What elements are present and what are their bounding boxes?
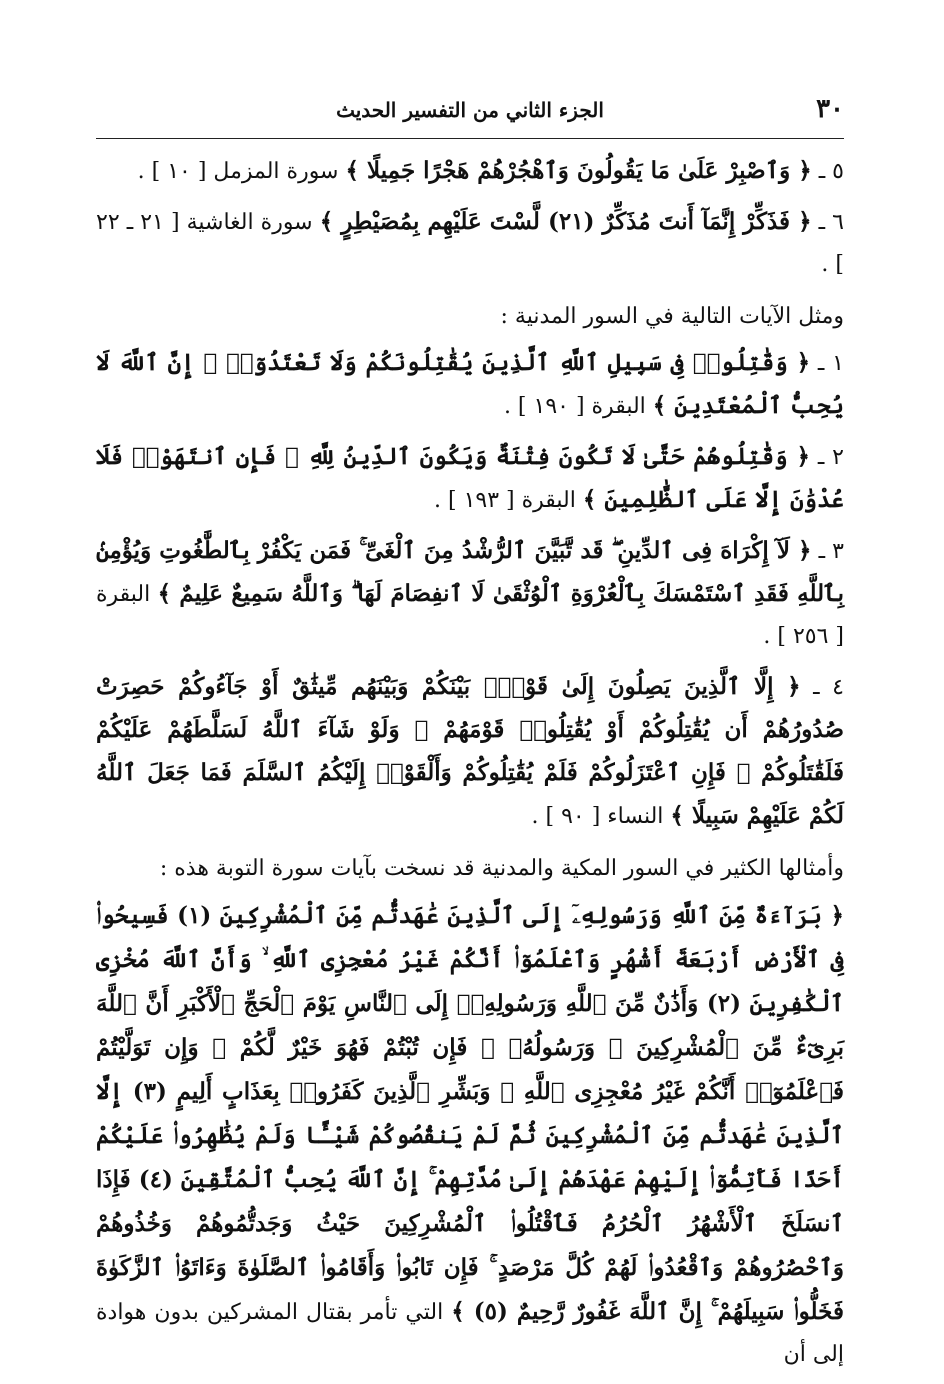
quran-verse: ﴿ إِلَّا ٱلَّذِينَ يَصِلُونَ إِلَىٰ قَوْمٍۭ بَيْنَكُمْ وَبَيْنَهُم مِّيثَٰقٌ أَوْ جَآءُوكُمْ حَصِرَتْ صُدُورُهُمْ أَن يُقَٰتِلُوكُمْ أَوْ يُقَٰتِلُوا۟ قَوْمَهُمْ ۚ وَلَوْ شَآءَ ٱللَّهُ لَسَلَّطَهُمْ عَلَيْكُمْ فَلَقَٰتَلُوكُمْ ۚ فَإِنِ ٱعْتَزَلُوكُمْ فَلَمْ يُقَٰتِلُوكُمْ وَأَلْقَوْا۟ إِلَيْكُمُ ٱلسَّلَمَ فَمَا جَعَلَ ٱللَّهُ لَكُمْ عَلَيْهِمْ سَبِيلًا ﴾ [96, 673, 844, 829]
tawba-intro: وأمثالها الكثير في السور المكية والمدنية قد نسخت بآيات سورة التوبة هذه : [159, 856, 844, 881]
quran-verse: ﴿ بَرَآءَةٌ مِّنَ ٱللَّهِ وَرَسُولِهِۦٓ إِلَى ٱلَّذِينَ عَٰهَدتُّم مِّنَ ٱلْمُشْرِكِينَ (١) فَسِيحُوا۟ فِى ٱلْأَرْضِ أَرْبَعَةَ أَشْهُرٍ وَٱعْلَمُوٓا۟ أَنَّكُمْ غَيْرُ مُعْجِزِى ٱللَّهِ ۙ وَأَنَّ ٱللَّهَ مُخْزِى ٱلْكَٰفِرِينَ (٢) وَأَذَٰنٌ مِّنَ ٱللَّهِ وَرَسُولِهِۦٓ إِلَى ٱلنَّاسِ يَوْمَ ٱلْحَجِّ ٱلْأَكْبَرِ أَنَّ ٱللَّهَ بَرِىٓءٌ مِّنَ ٱلْمُشْرِكِينَ ۙ وَرَسُولُهُۥ ۚ فَإِن تُبْتُمْ فَهُوَ خَيْرٌ لَّكُمْ ۖ وَإِن تَوَلَّيْتُمْ فَٱعْلَمُوٓا۟ أَنَّكُمْ غَيْرُ مُعْجِزِى ٱللَّهِ ۗ وَبَشِّرِ ٱلَّذِينَ كَفَرُوا۟ بِعَذَابٍ أَلِيمٍ (٣) إِلَّا ٱلَّذِينَ عَٰهَدتُّم مِّنَ ٱلْمُشْرِكِينَ ثُمَّ لَمْ يَنقُصُوكُمْ شَيْـًٔا وَلَمْ يُظَٰهِرُوا۟ عَلَيْكُمْ أَحَدًا فَأَتِمُّوٓا۟ إِلَيْهِمْ عَهْدَهُمْ إِلَىٰ مُدَّتِهِمْ ۚ إِنَّ ٱللَّهَ يُحِبُّ ٱلْمُتَّقِينَ (٤) فَإِذَا ٱنسَلَخَ ٱلْأَشْهُرُ ٱلْحُرُمُ فَٱقْتُلُوا۟ ٱلْمُشْرِكِينَ حَيْثُ وَجَدتُّمُوهُمْ وَخُذُوهُمْ وَٱحْصُرُوهُمْ وَٱقْعُدُوا۟ لَهُمْ كُلَّ مَرْصَدٍ ۚ فَإِن تَابُوا۟ وَأَقَامُوا۟ ٱلصَّلَوٰةَ وَءَاتَوُا۟ ٱلزَّكَوٰةَ فَخَلُّوا۟ سَبِيلَهُمْ ۚ إِنَّ ٱللَّهَ غَفُورٌ رَّحِيمٌ (٥) ﴾ [96, 902, 844, 1325]
verse-reference: سورة الغاشية [ ٢١ ـ ٢٢ ] . [96, 210, 844, 277]
meccan-item-6 [96, 201, 844, 286]
verse-reference: سورة المزمل [ ١٠ ] . [137, 159, 339, 184]
page-body [96, 150, 844, 1384]
item-number: ١ ـ [817, 351, 844, 376]
quran-verse: ﴿ لَآ إِكْرَاهَ فِى ٱلدِّينِ ۖ قَد تَّبَيَّنَ ٱلرُّشْدُ مِنَ ٱلْغَىِّ ۚ فَمَن يَكْفُرْ بِٱلطَّٰغُوتِ وَيُؤْمِنۢ بِٱللَّهِ فَقَدِ ٱسْتَمْسَكَ بِٱلْعُرْوَةِ ٱلْوُثْقَىٰ لَا ٱنفِصَامَ لَهَا ۗ وَٱللَّهُ سَمِيعٌ عَلِيمٌ ﴾ [96, 537, 844, 607]
page-number: ٣٠ [816, 94, 844, 124]
running-title: الجزء الثاني من التفسير الحديث [336, 98, 604, 122]
verse-reference: النساء [ ٩٠ ] . [531, 804, 664, 829]
medinan-item-4 [96, 666, 844, 838]
quran-verse: ﴿ وَقَٰتِلُوهُمْ حَتَّىٰ لَا تَكُونَ فِتْنَةٌ وَيَكُونَ ٱلدِّينُ لِلَّهِ ۖ فَإِنِ ٱنتَهَوْا۟ فَلَا عُدْوَٰنَ إِلَّا عَلَى ٱلظَّٰلِمِينَ ﴾ [96, 443, 844, 513]
quran-verse: ﴿ فَذَكِّرْ إِنَّمَآ أَنتَ مُذَكِّرٌ (٢١) لَّسْتَ عَلَيْهِم بِمُصَيْطِرٍ ﴾ [319, 208, 812, 235]
tawba-passage [96, 894, 844, 1376]
header-divider [96, 138, 844, 139]
medinan-intro: ومثل الآيات التالية في السور المدنية : [500, 304, 844, 329]
meccan-item-5 [96, 150, 844, 193]
medinan-item-2 [96, 436, 844, 522]
verse-reference: البقرة [ ٢٥٦ ] . [96, 582, 844, 649]
medinan-item-3 [96, 530, 844, 658]
verse-reference: البقرة [ ١٩٣ ] . [434, 488, 576, 513]
quran-verse: ﴿ وَقَٰتِلُوا۟ فِى سَبِيلِ ٱللَّهِ ٱلَّذِينَ يُقَٰتِلُونَكُمْ وَلَا تَعْتَدُوٓا۟ ۚ إِنَّ ٱللَّهَ لَا يُحِبُّ ٱلْمُعْتَدِينَ ﴾ [96, 349, 844, 419]
item-number: ٣ ـ [818, 539, 844, 564]
item-number: ٢ ـ [817, 445, 844, 470]
item-number: ٤ ـ [813, 675, 844, 700]
item-number: ٥ ـ [818, 159, 844, 184]
quran-verse: ﴿ وَٱصْبِرْ عَلَىٰ مَا يَقُولُونَ وَٱهْجُرْهُمْ هَجْرًا جَمِيلًا ﴾ [345, 157, 812, 184]
verse-reference: البقرة [ ١٩٠ ] . [503, 394, 646, 419]
medinan-item-1 [96, 342, 844, 428]
page-header [96, 92, 844, 132]
passage-continuation: التي تأمر بقتال المشركين بدون هوادة إلى أن [96, 1300, 844, 1367]
item-number: ٦ ـ [818, 210, 844, 235]
